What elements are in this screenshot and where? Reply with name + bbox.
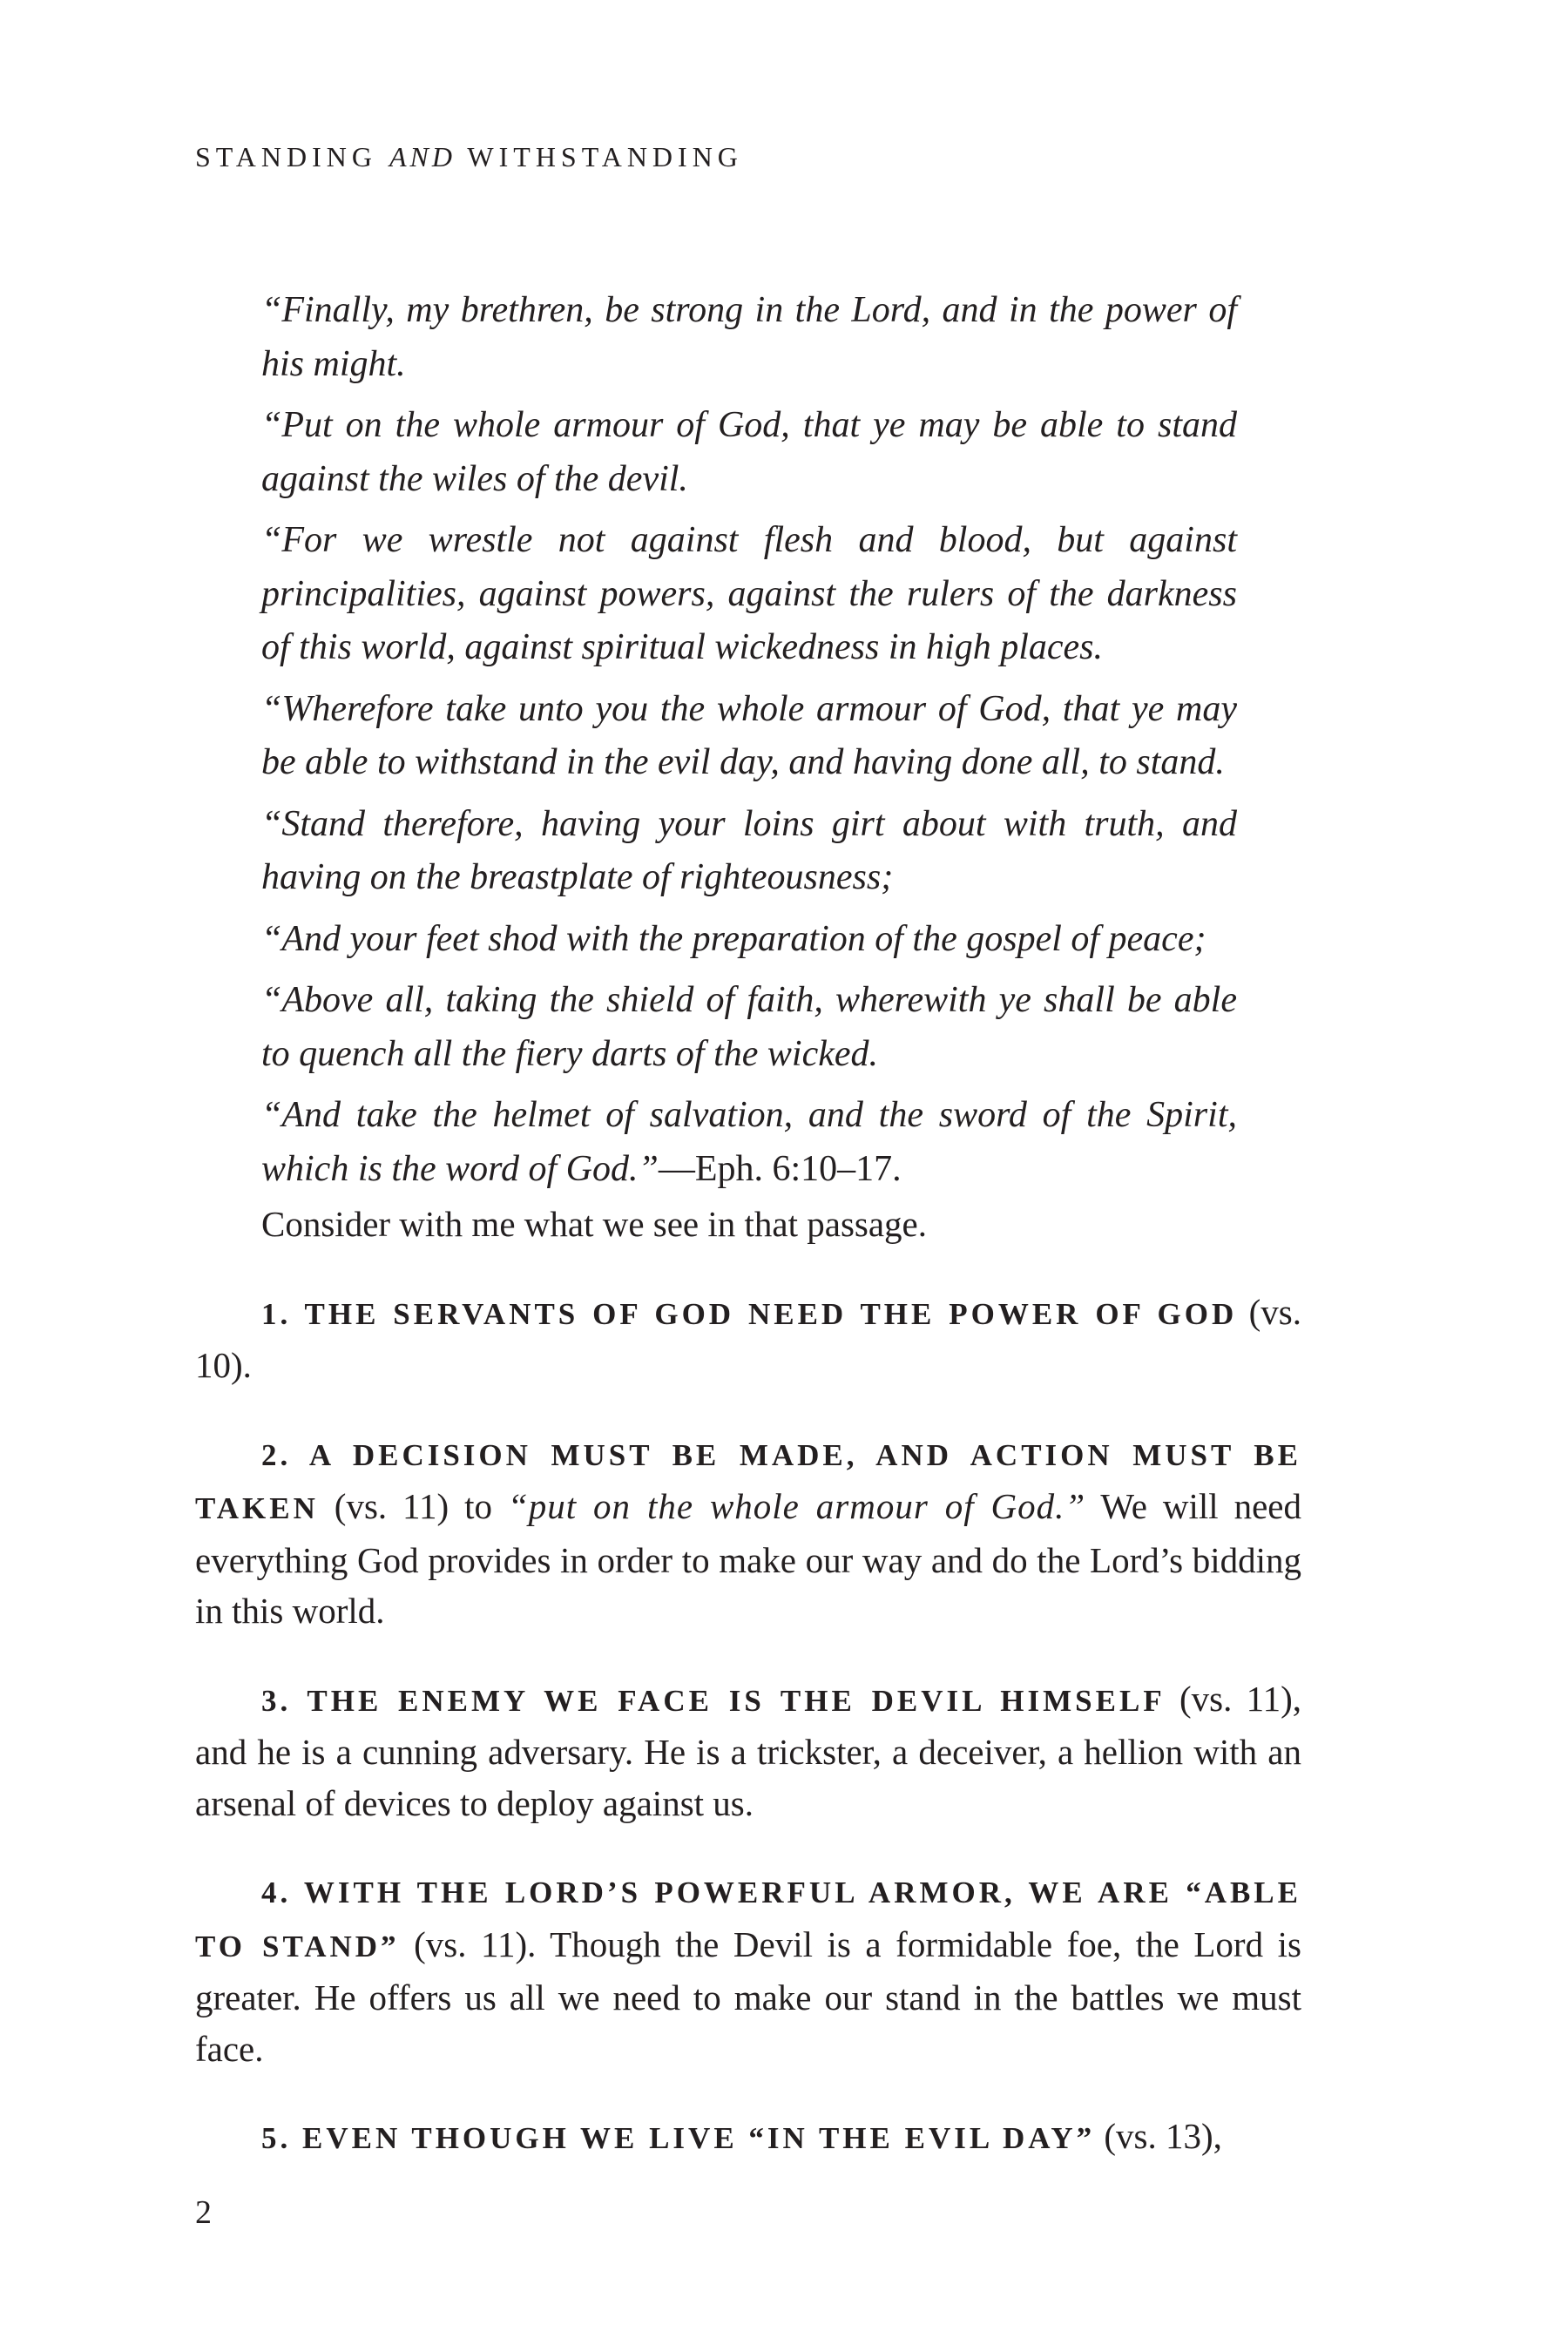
point-heading: 4. WITH THE LORD’S POWERFUL ARMOR, WE ARE “ABLE TO STAND”	[195, 1876, 1301, 1963]
intro-paragraph: Consider with me what we see in that passage.	[261, 1204, 928, 1244]
point-paragraph	[195, 1865, 1301, 2074]
point-text: We will need everything God provides in order to make our way and do the Lord’s bidding in this world.	[195, 1486, 1301, 1631]
scripture-verse: “Put on the whole armour of God, that ye may be able to stand against the wiles of the devil.	[261, 405, 1237, 499]
body-text	[195, 1199, 1301, 2201]
scripture-last-verse-text: “And take the helmet of salvation, and the sword of the Spirit, which is the word of God.”	[261, 1095, 1237, 1189]
scripture-verse: “Stand therefore, having your loins girt about with truth, and having on the breastplate of righteousness;	[261, 803, 1237, 897]
running-head-part3: WITHSTANDING	[467, 141, 743, 172]
point-paragraph	[195, 2111, 1301, 2165]
point-paragraph	[195, 1673, 1301, 1829]
point-text: (vs. 10).	[195, 1291, 1301, 1385]
point-heading: 1. THE SERVANTS OF GOD NEED THE POWER OF GOD	[261, 1296, 1238, 1331]
scripture-reference: —Eph. 6:10–17.	[658, 1148, 902, 1189]
point-text-before: (vs. 11) to	[318, 1486, 508, 1526]
scripture-verse: “For we wrestle not against flesh and blood, but against principalities, against powers, against the rulers of the darkness of this world, against spiritual wickedness in high places.	[261, 520, 1237, 667]
running-head-part1: STANDING	[195, 141, 377, 172]
scripture-verse: “Above all, taking the shield of faith, wherewith ye shall be able to quench all the fiery darts of the wicked.	[261, 980, 1237, 1074]
point-text: (vs. 11), and he is a cunning adversary. He is a trickster, a deceiver, a hellion with an arsenal of devices to deploy against us.	[195, 1678, 1301, 1823]
scripture-verse: “And your feet shod with the preparation of the gospel of peace;	[261, 918, 1206, 959]
running-head-part2: AND	[389, 141, 456, 172]
scripture-verse: “Finally, my brethren, be strong in the Lord, and in the power of his might.	[261, 290, 1237, 384]
point-paragraph	[195, 1428, 1301, 1637]
point-heading: 3. THE ENEMY WE FACE IS THE DEVIL HIMSELF	[261, 1683, 1166, 1718]
point-text: (vs. 11). Though the Devil is a formidable foe, the Lord is greater. He offers us all we need to make our stand in the battles we must face.	[195, 1923, 1301, 2069]
point-quote: “put on the whole armour of God.”	[507, 1486, 1086, 1526]
scripture-verse: “Wherefore take unto you the whole armour of God, that ye may be able to withstand in the evil day, and having done all, to stand.	[261, 688, 1237, 782]
scripture-verse-last	[261, 1089, 1237, 1196]
running-head	[195, 141, 743, 173]
point-heading: 5. EVEN THOUGH WE LIVE “IN THE EVIL DAY”	[261, 2121, 1096, 2155]
scripture-block	[261, 284, 1237, 1204]
point-heading: 2. A DECISION MUST BE MADE, AND ACTION MUST BE TAKEN	[195, 1437, 1301, 1525]
point-text: (vs. 13),	[1095, 2116, 1222, 2156]
point-paragraph	[195, 1287, 1301, 1391]
page-number: 2	[195, 2194, 212, 2231]
